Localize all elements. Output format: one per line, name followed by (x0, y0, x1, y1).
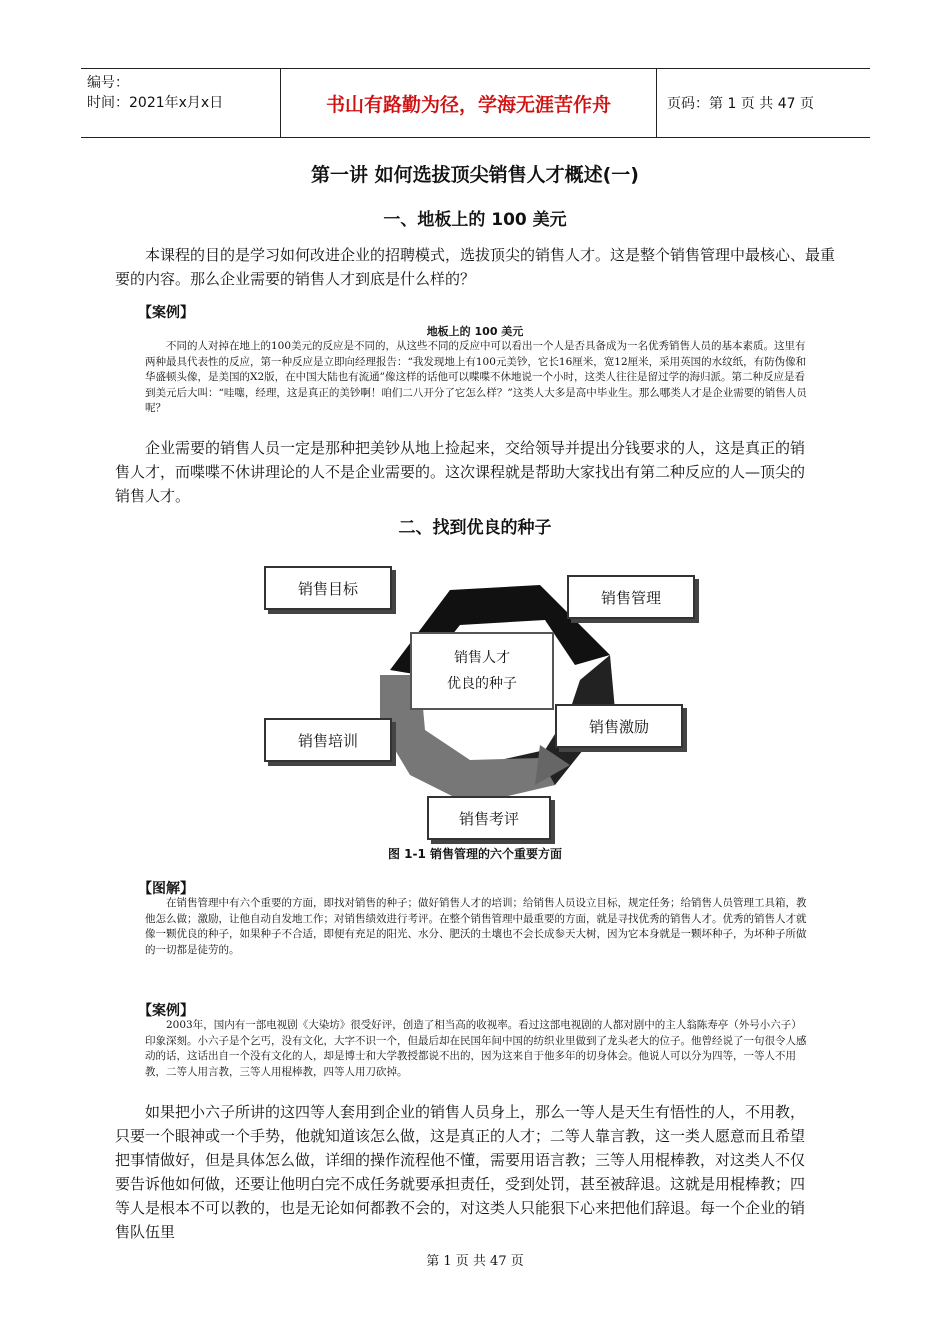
center-line1: 销售人才 (454, 650, 510, 666)
center-line2: 优良的种子 (447, 676, 517, 692)
case2-tag: 【案例】 (138, 1003, 194, 1019)
box-sales-goal: 销售目标 (264, 566, 392, 610)
header-page-info: 页码：第 1 页 共 47 页 (667, 96, 814, 112)
illustration-text: 在销售管理中有六个重要的方面，即找对销售的种子；做好销售人才的培训；给销售人员设立目标，规定任务；给销售人员管理工具箱，教他怎么做；激励，让他自动自发地工作；对销售绩效进行考评。在整个销售管理中最重要的方面，就是寻找优秀的销售人才。优秀的销售人才就像一颗优良的种子，如果种子不合适，即便有充足的阳光、水分、肥沃的土壤也不会长成参天大树，因为它本身就是一颗坏种子，为坏种子所做的一切都是徒劳的。 (145, 897, 807, 956)
center-seed-box (410, 632, 554, 710)
section1-heading: 一、地板上的 100 美元 (383, 210, 567, 230)
page-title: 第一讲 如何选拔顶尖销售人才概述(一) (311, 164, 639, 186)
page-footer: 第 1 页 共 47 页 (426, 1254, 524, 1269)
case-tag: 【案例】 (138, 305, 194, 321)
case-text: 不同的人对掉在地上的100美元的反应是不同的，从这些不同的反应中可以看出一个人是否具备成为一名优秀销售人员的基本素质。这里有两种最具代表性的反应，第一种反应是立即向经理报告：“我发现地上有100元美钞，它长16厘米，宽12厘米，采用英国的水纹纸，有防伪像和华盛顿头像，是美国的X2版，在中国大陆也有流通”像这样的话他可以喋喋不休地说一个小时，这类人往往是留过学的海归派。第二种反应是看到美元后大叫：“哇噻，经理，这是真正的美钞啊！咱们二八开分了它怎么样？”这类人大多是高中毕业生。那么哪类人才是企业需要的销售人员呢？ (145, 340, 807, 414)
intro-paragraph: 本课程的目的是学习如何改进企业的招聘模式，选拔顶尖的销售人才。这是整个销售管理中最核心、最重要的内容。那么企业需要的销售人才到底是什么样的？ (115, 246, 836, 288)
figure-caption: 图 1-1 销售管理的六个重要方面 (387, 847, 563, 861)
box-sales-evaluation: 销售考评 (427, 796, 551, 840)
section2-heading: 二、找到优良的种子 (398, 518, 552, 538)
illustration-tag: 【图解】 (138, 881, 194, 897)
document-number-label: 编号： (87, 75, 129, 91)
box-sales-management: 销售管理 (567, 575, 695, 619)
final-paragraph: 如果把小六子所讲的这四等人套用到企业的销售人员身上，那么一等人是天生有悟性的人，不用教，只要一个眼神或一个手势，他就知道该怎么做，这是真正的人才；二等人靠言教，这一类人愿意而且希望把事情做好，但是具体怎么做，详细的操作流程他不懂，需要用语言教；三等人用棍棒教，对这类人不仅要告诉他如何做，还要让他明白完不成任务就要承担责任，受到处罚，甚至被辞退。这就是用棍棒教；四等人是根本不可以教的，也是无论如何都教不会的，对这类人只能狠下心来把他们辞退。每一个企业的销售队伍里 (115, 1103, 806, 1241)
case2-text: 2003年，国内有一部电视剧《大染坊》很受好评，创造了相当高的收视率。看过这部电视剧的人都对剧中的主人翁陈寿亭（外号小六子）印象深刻。小六子是个乞丐，没有文化，大字不识一个，但最后却在民国年间中国的纺织业里做到了龙头老大的位子。他曾经说了一句很令人感动的话，这话出自一个没有文化的人，却是博士和大学教授都说不出的，因为这来自于他多年的切身体会。他说人可以分为四等，一等人不用教，二等人用言教，三等人用棍棒教，四等人用刀砍掉。 (145, 1019, 807, 1078)
document-time-label: 时间：2021年x月x日 (87, 95, 224, 111)
header-table (81, 68, 870, 138)
case-title: 地板上的 100 美元 (426, 325, 524, 338)
header-meta-cell (81, 69, 281, 137)
conclusion-paragraph: 企业需要的销售人员一定是那种把美钞从地上捡起来，交给领导并提出分钱要求的人，这是真正的销售人才，而喋喋不休讲理论的人不是企业需要的。这次课程就是帮助大家找出有第二种反应的人—顶尖的销售人才。 (115, 439, 806, 505)
box-sales-training: 销售培训 (264, 718, 392, 762)
box-sales-incentive: 销售激励 (555, 704, 683, 748)
header-motto: 书山有路勤为径，学海无涯苦作舟 (281, 69, 657, 137)
